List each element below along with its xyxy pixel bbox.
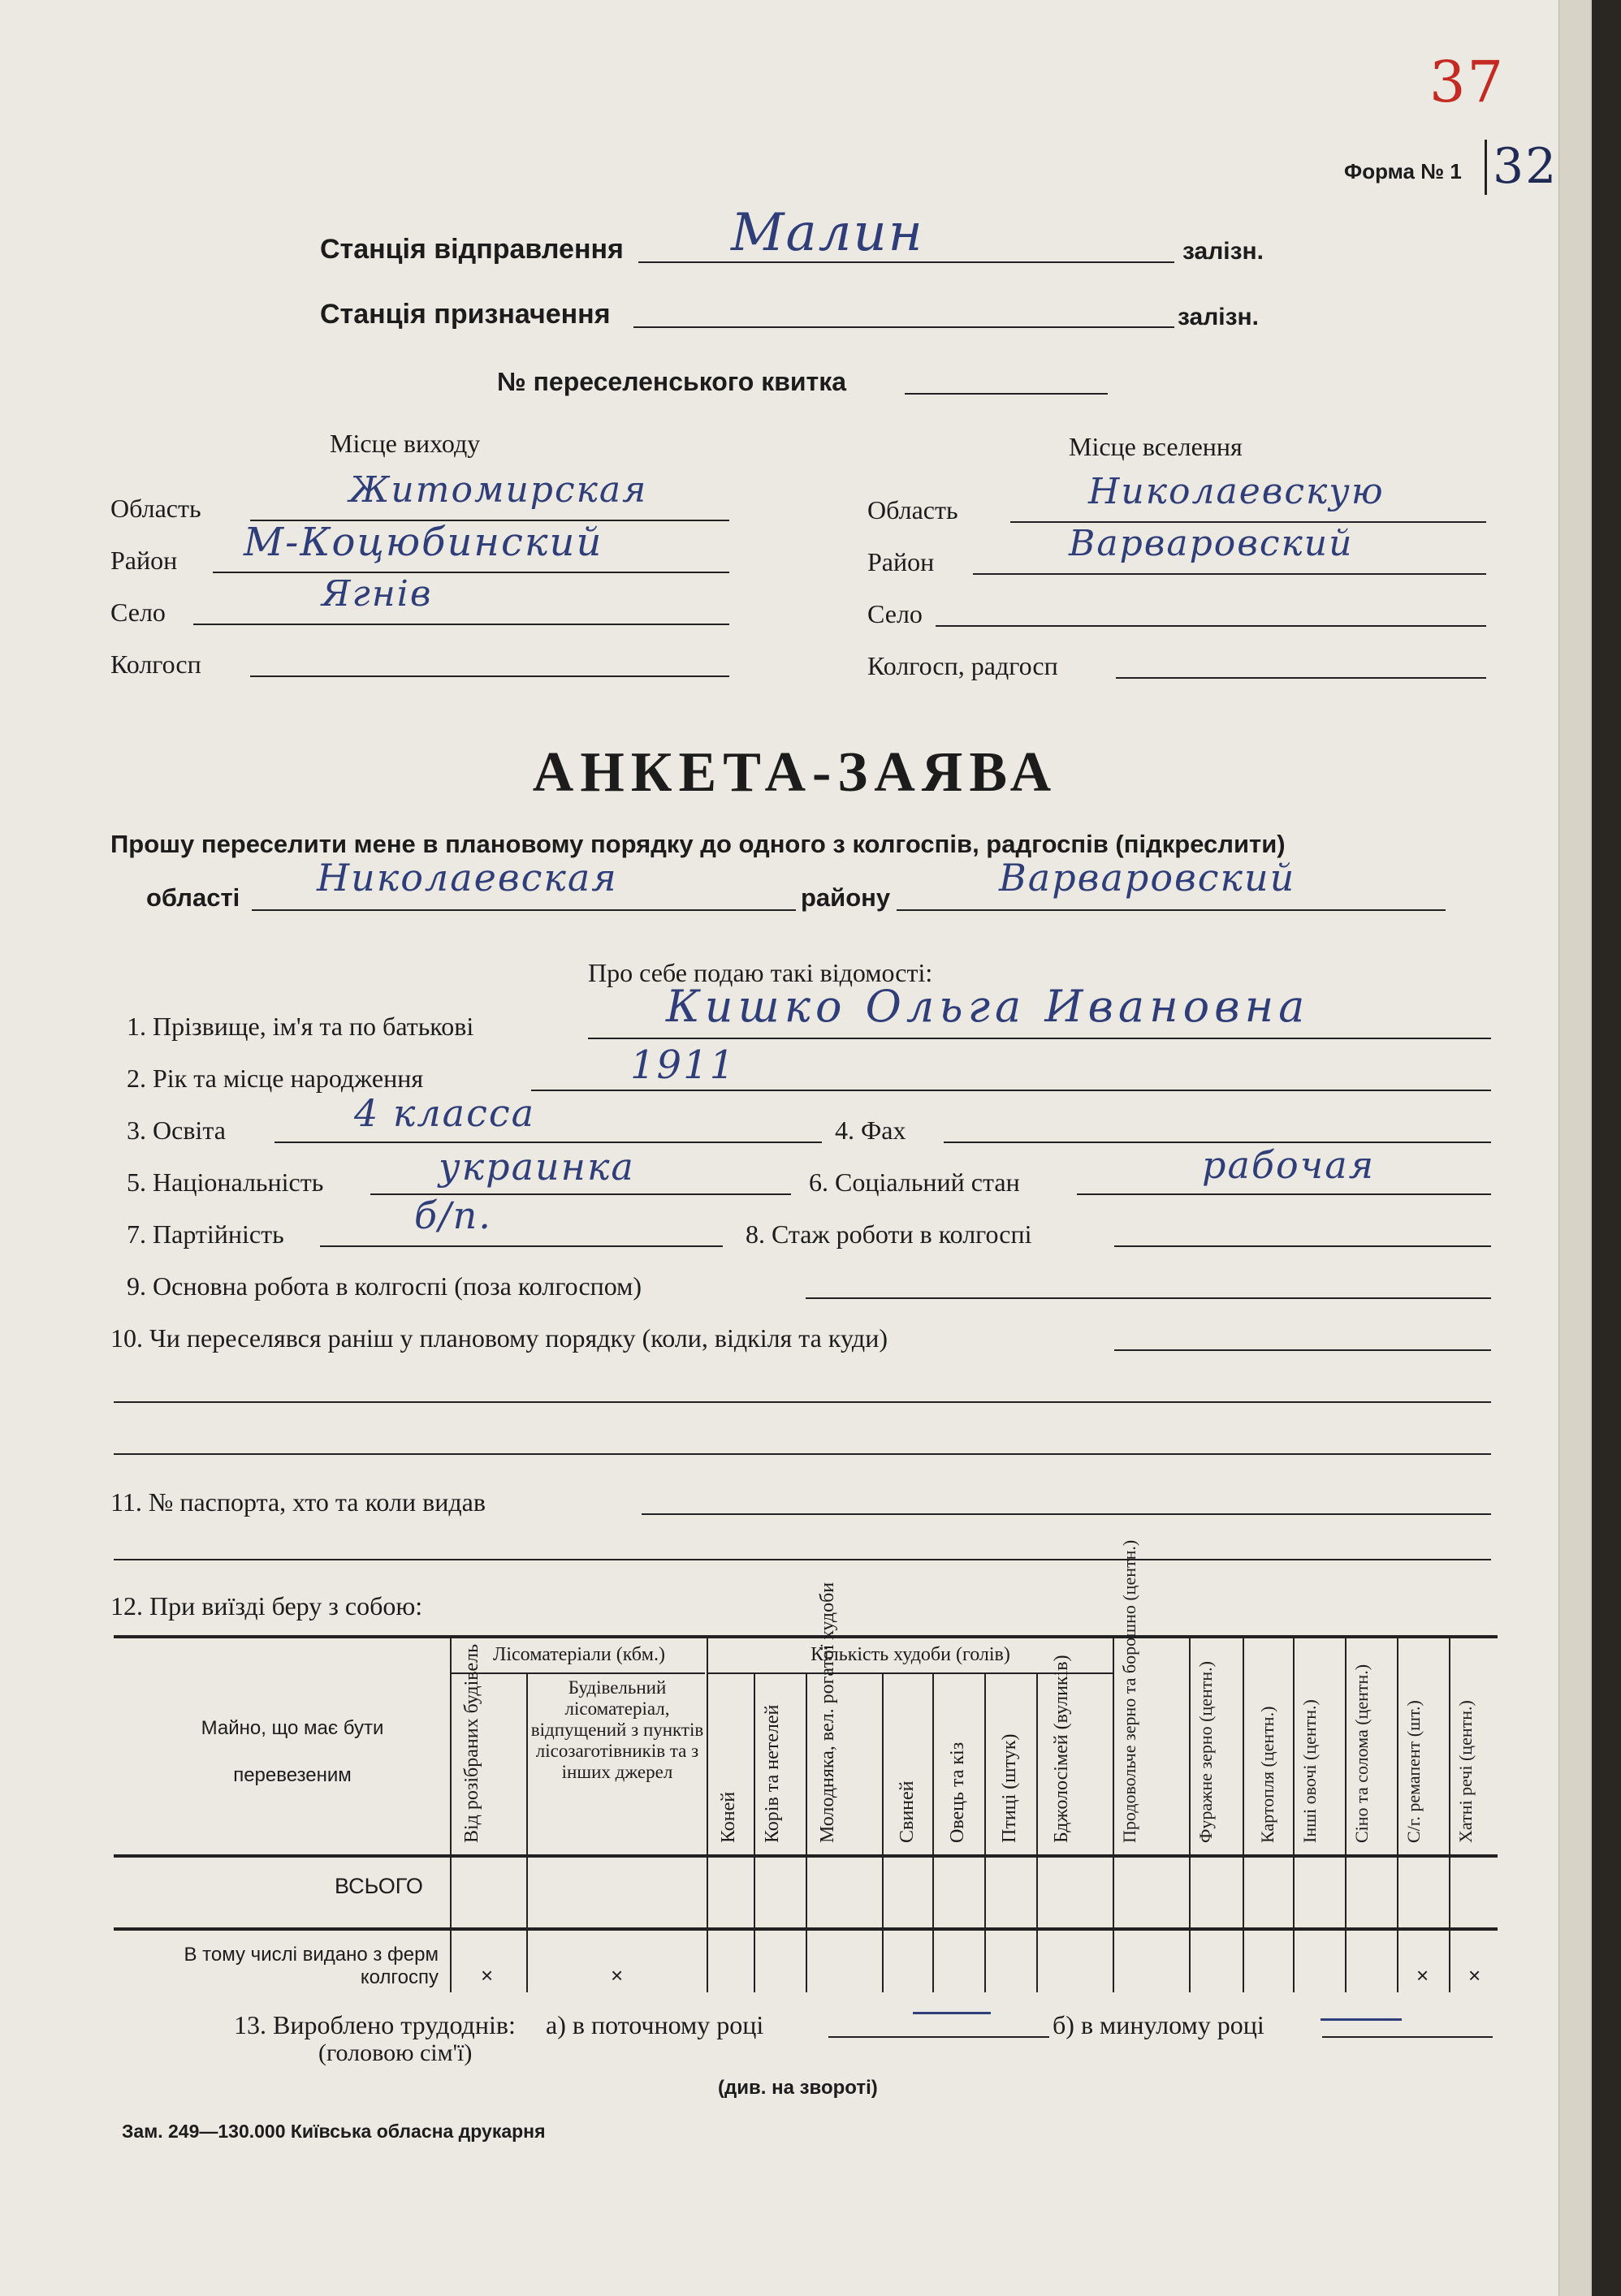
dest-title: Місце вселення [1069, 432, 1243, 461]
origin-raion-line [213, 572, 729, 573]
header-household: Хатні речі (центн.) [1455, 1700, 1476, 1843]
dest-raion-value: Варваровский [1069, 523, 1354, 564]
departure-label: Станція відправлення [320, 234, 624, 265]
field-13-a-dash [913, 2012, 991, 2014]
form-number-label: Форма № 1 [1344, 159, 1462, 183]
header-hay: Сіно та солома (центн.) [1351, 1664, 1372, 1843]
printer-note: Зам. 249—130.000 Київська обласна друкарня [122, 2121, 546, 2142]
header-vegetables: Інші овочі (центн.) [1299, 1699, 1320, 1843]
row-total-label: ВСЬОГО [335, 1874, 423, 1898]
dest-kolhosp-line [1116, 677, 1486, 679]
field-11-label: 11. № паспорта, хто та коли видав [110, 1487, 486, 1517]
origin-raion-label: Район [110, 546, 178, 575]
ticket-label: № переселенського квитка [497, 367, 847, 396]
field-2-value: 1911 [630, 1042, 737, 1088]
dest-selo-label: Село [867, 599, 923, 628]
request-oblast-label: області [146, 883, 240, 912]
field-13-label: 13. Вироблено трудоднів: [234, 2010, 516, 2039]
header-horses: Коней [718, 1791, 739, 1843]
field-7-line [320, 1245, 723, 1247]
table-top-rule [114, 1635, 1498, 1638]
destination-line [633, 326, 1174, 328]
header-fodder: Фуражне зерно (центн.) [1195, 1661, 1216, 1843]
dest-selo-line [936, 625, 1486, 627]
origin-selo-line [193, 624, 729, 625]
header-dismantled: Від розібраних будівель [461, 1643, 482, 1843]
row-farm-mark-building: × [611, 1963, 624, 1987]
field-13-b-label: б) в минулому році [1053, 2010, 1264, 2039]
request-line: Прошу переселити мене в плановому порядку до одного з колгоспів, радгоспів (підкреслити) [110, 830, 1286, 858]
origin-selo-label: Село [110, 598, 166, 627]
see-back-note: (див. на звороті) [718, 2077, 878, 2099]
header-birds: Птиці (штук) [999, 1733, 1020, 1843]
dest-raion-label: Район [867, 547, 935, 576]
header-property: Майно, що має бути перевезеним [201, 1717, 384, 1786]
field-5-label: 5. Національність [127, 1167, 324, 1197]
row-farm-mark-dismantled: × [481, 1963, 494, 1987]
field-13-a-label: а) в поточному році [546, 2010, 764, 2039]
row-farm-mark-tools: × [1416, 1963, 1429, 1987]
dest-oblast-value: Николаевскую [1088, 471, 1385, 512]
request-raion-label: району [801, 883, 891, 912]
field-9-line [806, 1297, 1491, 1299]
origin-kolhosp-label: Колгосп [110, 650, 201, 679]
header-tools: С/г. ремапент (шт.) [1403, 1700, 1424, 1843]
field-2-label: 2. Рік та місце народження [127, 1064, 424, 1093]
origin-kolhosp-line [250, 675, 729, 677]
request-oblast-value: Николаевская [317, 856, 618, 900]
field-1-label: 1. Прізвище, ім'я та по батькові [127, 1012, 474, 1041]
field-13-sub: (головою сім'ї) [318, 2039, 473, 2066]
header-cattle-group: Кількість худоби (голів) [810, 1644, 1010, 1665]
page-number-handwritten: 32 [1493, 138, 1558, 195]
field-7-value: б/п. [414, 1193, 492, 1237]
origin-raion-value: М-Коцюбинский [244, 520, 603, 565]
about-label: Про себе подаю такі відомості: [588, 958, 933, 987]
field-9-label: 9. Основна робота в колгоспі (поза колгоспом) [127, 1271, 642, 1301]
field-3-value: 4 класса [354, 1091, 536, 1135]
header-building-lumber: Будівельний лісоматеріал, відпущений з пунктів лісозаготівників та з інших джерел [530, 1677, 704, 1782]
field-11-line [642, 1513, 1491, 1515]
field-13-b-dash [1321, 2018, 1402, 2021]
field-1-line [588, 1038, 1491, 1039]
field-3-line [274, 1142, 822, 1143]
row-farm-mark-household: × [1468, 1963, 1481, 1987]
header-lumber-group: Лісоматеріали (кбм.) [493, 1644, 665, 1665]
field-12-label: 12. При виїзді беру з собою: [110, 1591, 423, 1621]
departure-value: Малин [731, 203, 924, 263]
field-10-label: 10. Чи переселявся раніш у плановому порядку (коли, відкіля та куди) [110, 1323, 888, 1353]
header-potato: Картопля (центн.) [1257, 1706, 1277, 1843]
origin-oblast-label: Область [110, 494, 201, 523]
field-1-value: Кишко Ольга Ивановна [666, 981, 1310, 1032]
field-6-value: рабочая [1202, 1143, 1376, 1187]
field-11-line-2 [114, 1559, 1491, 1560]
header-pigs: Свиней [897, 1780, 918, 1843]
request-oblast-line [252, 909, 796, 911]
lumber-group-rule [452, 1672, 705, 1674]
field-10-line-3 [114, 1453, 1491, 1455]
field-13-b-line [1322, 2036, 1493, 2038]
field-10-line-2 [114, 1401, 1491, 1403]
destination-rail-suffix: залізн. [1178, 304, 1259, 330]
field-4-label: 4. Фах [835, 1116, 906, 1145]
field-8-label: 8. Стаж роботи в колгоспі [746, 1219, 1032, 1249]
row-farm-label: В тому числі видано з ферм колгоспу [184, 1944, 439, 1988]
field-10-line [1114, 1349, 1491, 1351]
ticket-line [905, 393, 1108, 395]
origin-selo-value: Ягнів [322, 573, 433, 615]
dest-kolhosp-label: Колгосп, радгосп [867, 651, 1058, 680]
origin-oblast-value: Житомирская [349, 469, 648, 511]
field-13-a-line [828, 2036, 1049, 2038]
header-grain: Продовольче зерно та борошно (центн.) [1119, 1539, 1139, 1843]
request-raion-value: Варваровский [999, 856, 1296, 900]
field-8-line [1114, 1245, 1491, 1247]
field-2-line [531, 1090, 1491, 1091]
destination-label: Станція призначення [320, 299, 611, 330]
request-raion-line [897, 909, 1446, 911]
field-7-label: 7. Партійність [127, 1219, 284, 1249]
page-number-red: 37 [1429, 49, 1506, 115]
header-bees: Бджолосімей (вуликів) [1051, 1655, 1072, 1843]
form-title: АНКЕТА-ЗАЯВА [532, 741, 1058, 804]
corner-slash [1485, 140, 1487, 195]
origin-title: Місце виходу [330, 429, 481, 458]
field-6-label: 6. Соціальний стан [809, 1167, 1020, 1197]
departure-rail-suffix: залізн. [1182, 238, 1264, 265]
header-young-cattle: Молодняка, вел. рогатої худоби [817, 1582, 838, 1843]
field-6-line [1077, 1193, 1491, 1195]
dest-oblast-label: Область [867, 495, 958, 524]
dest-raion-line [973, 573, 1486, 575]
header-cows: Корів та нетелей [762, 1704, 783, 1843]
header-sheep: Овець та кіз [947, 1741, 968, 1843]
page-edge [1558, 0, 1590, 2296]
field-5-value: украинка [439, 1145, 635, 1189]
field-3-label: 3. Освіта [127, 1116, 226, 1145]
